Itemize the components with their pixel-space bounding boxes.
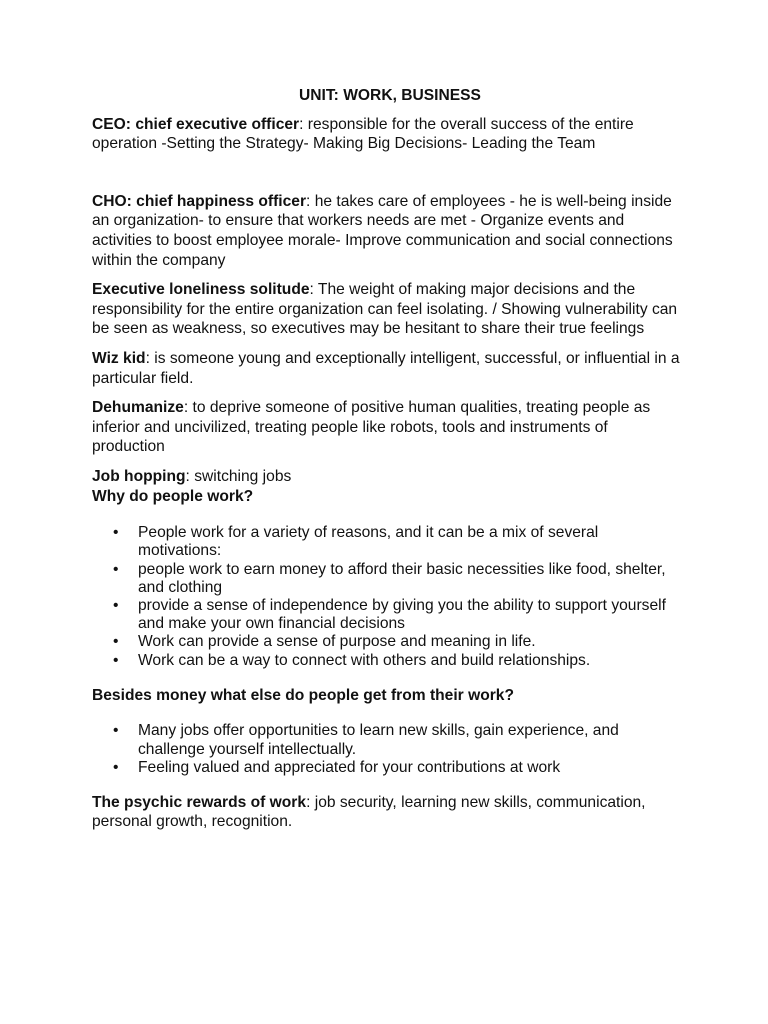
definition-term: CEO: chief executive officer: [92, 115, 300, 133]
definition-term: Wiz kid: [92, 349, 146, 367]
definition-text: : The weight of making major decisions and the responsibility for the entire organization can feel isolating. / Showing vulnerability can be seen as weakness, so executives may be hesitant to share their true feelings: [92, 281, 678, 338]
definition-cho: [92, 192, 682, 270]
list-item: • people work to earn money to afford their basic necessities like food, shelter, and clothing: [92, 561, 682, 597]
definition-term: Dehumanize: [92, 399, 184, 417]
definition-text: : job security, learning new skills, communication, personal growth, recognition.: [92, 793, 646, 830]
list-item: • Work can provide a sense of purpose and meaning in life.: [92, 633, 682, 651]
question-why-work: Why do people work?: [92, 487, 254, 505]
definition-term: Job hopping: [92, 467, 186, 485]
definition-term: Executive loneliness solitude: [92, 281, 310, 299]
definition-wiz-kid: [92, 349, 682, 388]
definition-text: : to deprive someone of positive human qualities, treating people as inferior and uncivilized, treating people like robots, tools and instruments of production: [92, 399, 651, 456]
definition-text: : is someone young and exceptionally intelligent, successful, or influential in a particular field.: [92, 349, 680, 387]
reasons-list: [92, 524, 682, 670]
benefits-list: [92, 722, 682, 777]
definition-text: : switching jobs: [185, 467, 292, 485]
definition-text: : he takes care of employees - he is well-being inside an organization- to ensure that workers needs are met - Organize events and activities to boost employee morale- Improve communication and social connections within the company: [92, 192, 673, 269]
definition-term: The psychic rewards of work: [92, 793, 307, 811]
document-page: [92, 86, 682, 831]
document-title: UNIT: WORK, BUSINESS: [299, 87, 481, 104]
definition-term: CHO: chief happiness officer: [92, 192, 307, 210]
definition-ceo: [92, 115, 682, 154]
definition-executive-loneliness: [92, 280, 682, 339]
list-item: • People work for a variety of reasons, and it can be a mix of several motivations:: [92, 524, 682, 560]
list-item: • Work can be a way to connect with others and build relationships.: [92, 652, 682, 670]
list-item: • provide a sense of independence by giving you the ability to support yourself and make your own financial decisions: [92, 597, 682, 633]
definition-dehumanize: [92, 398, 682, 457]
psychic-rewards: [92, 794, 682, 831]
definition-job-hopping: [92, 467, 682, 487]
question-besides-money: Besides money what else do people get from their work?: [92, 686, 514, 704]
list-item: • Feeling valued and appreciated for your contributions at work: [92, 759, 682, 777]
definition-text: : responsible for the overall success of the entire operation -Setting the Strategy- Making Big Decisions- Leading the Team: [92, 115, 634, 153]
list-item: • Many jobs offer opportunities to learn new skills, gain experience, and challenge yourself intellectually.: [92, 722, 682, 758]
